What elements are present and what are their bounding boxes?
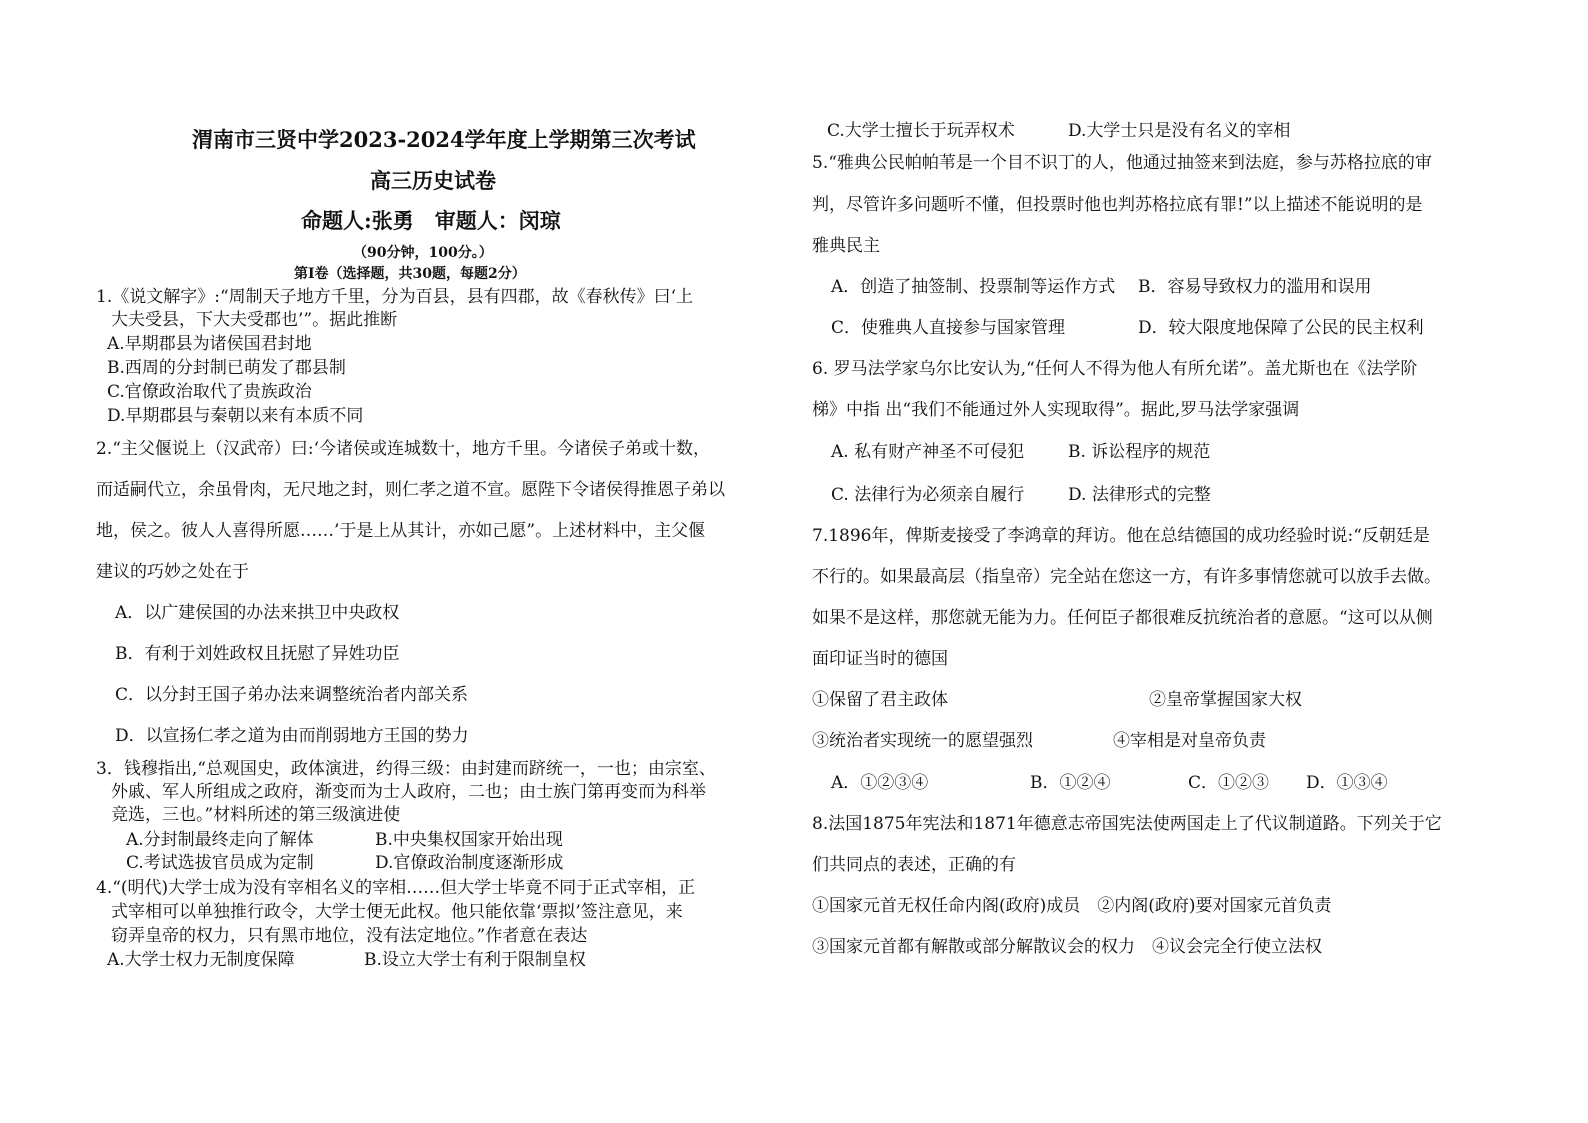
q1-stem-line: 1.《说文解字》:“周制天子地方千里，分为百县，县有四郡，故《春秋传》曰‘上: [96, 287, 694, 307]
section-heading: 第Ⅰ卷（选择题，共30题，每题2分）: [294, 266, 526, 282]
q6-stem-line: 6. 罗马法学家乌尔比安认为,“任何人不得为他人有所允诺”。盖尤斯也在《法学阶: [812, 359, 1418, 379]
authors-line: 命题人:张勇 审题人：闵琼: [301, 208, 561, 233]
q3-stem-line: 3．钱穆指出,“总观国史，政体演进，约得三级：由封建而跻统一，一也；由宗室、: [96, 759, 716, 779]
q1-option-d: D.早期郡县与秦朝以来有本质不同: [107, 406, 364, 426]
q7-stem-line: 如果不是这样，那您就无能为力。任何臣子都很难反抗统治者的意愿。“这可以从侧: [812, 608, 1433, 628]
q1-option-b: B.西周的分封制已萌发了郡县制: [107, 358, 346, 378]
q8-items-3-4: ③国家元首都有解散或部分解散议会的权力 ④议会完全行使立法权: [812, 937, 1322, 957]
q5-option-b: B．容易导致权力的滥用和误用: [1138, 277, 1372, 297]
q2-stem-line: 地，侯之。彼人人喜得所愿……’于是上从其计，亦如己愿”。上述材料中，主父偃: [96, 521, 706, 541]
q1-option-a: A.早期郡县为诸侯国君封地: [107, 334, 312, 354]
q3-option-a: A.分封制最终走向了解体: [126, 830, 314, 850]
q4-stem-line: 式宰相可以单独推行政令，大学士便无此权。他只能依靠‘票拟’签注意见，来: [111, 902, 683, 922]
q2-option-a: A．以广建侯国的办法来拱卫中央政权: [115, 603, 400, 623]
q5-stem-line: 判，尽管许多问题听不懂，但投票时他也判苏格拉底有罪!”以上描述不能说明的是: [812, 195, 1423, 215]
q4-stem-line: 4.“(明代)大学士成为没有宰相名义的宰相……但大学士毕竟不同于正式宰相，正: [96, 878, 696, 898]
q3-stem-line: 竞选，三也。”材料所述的第三级演进使: [111, 805, 401, 825]
q6-stem-line: 梯》中指 出“我们不能通过外人实现取得”。据此,罗马法学家强调: [812, 400, 1300, 420]
q4-option-d: D.大学士只是没有名义的宰相: [1068, 121, 1291, 141]
time-score: （90分钟，100分。）: [353, 245, 493, 261]
q5-option-a: A．创造了抽签制、投票制等运作方式: [831, 277, 1116, 297]
q2-stem-line: 而适嗣代立，余虽骨肉，无尺地之封，则仁孝之道不宣。愿陛下令诸侯得推恩子弟以: [96, 480, 725, 500]
q2-stem-line: 2.“主父偃说上（汉武帝）曰:‘今诸侯或连城数十，地方千里。今诸侯子弟或十数，: [96, 439, 711, 459]
q7-item-4: ④宰相是对皇帝负责: [1113, 731, 1266, 751]
q2-option-b: B．有利于刘姓政权且抚慰了异姓功臣: [115, 644, 400, 664]
q6-option-a: A. 私有财产神圣不可侵犯: [831, 442, 1025, 462]
q5-stem-line: 5.“雅典公民帕帕苇是一个目不识丁的人，他通过抽签来到法庭，参与苏格拉底的审: [812, 153, 1432, 173]
q7-item-1: ①保留了君主政体: [812, 690, 948, 710]
q7-option-a: A．①②③④: [831, 773, 929, 793]
q4-option-a: A.大学士权力无制度保障: [107, 950, 295, 970]
q1-option-c: C.官僚政治取代了贵族政治: [107, 382, 312, 402]
q3-stem-line: 外戚、军人所组成之政府，渐变而为士人政府，二也；由士族门第再变而为科举: [111, 782, 706, 802]
q2-stem-line: 建议的巧妙之处在于: [96, 562, 249, 582]
q7-option-b: B．①②④: [1030, 773, 1111, 793]
q5-option-c: C．使雅典人直接参与国家管理: [831, 318, 1066, 338]
q8-items-1-2: ①国家元首无权任命内阁(政府)成员 ②内阁(政府)要对国家元首负责: [812, 896, 1332, 916]
q5-stem-line: 雅典民主: [812, 236, 880, 256]
q4-option-c: C.大学士擅长于玩弄权术: [827, 121, 1015, 141]
q4-option-b: B.设立大学士有利于限制皇权: [364, 950, 586, 970]
q7-item-2: ②皇帝掌握国家大权: [1149, 690, 1302, 710]
q2-option-d: D．以宣扬仁孝之道为由而削弱地方王国的势力: [115, 726, 469, 746]
q4-stem-line: 窃弄皇帝的权力，只有黑市地位，没有法定地位。”作者意在表达: [111, 926, 588, 946]
q7-option-d: D．①③④: [1306, 773, 1388, 793]
q6-option-c: C. 法律行为必须亲自履行: [831, 485, 1025, 505]
q1-stem-line: 大夫受县，下大夫受郡也’”。据此推断: [111, 310, 398, 330]
q7-stem-line: 不行的。如果最高层（指皇帝）完全站在您这一方，有许多事情您就可以放手去做。: [812, 567, 1441, 587]
exam-subtitle: 高三历史试卷: [370, 168, 496, 193]
q7-stem-line: 7.1896年，俾斯麦接受了李鸿章的拜访。他在总结德国的成功经验时说:“反朝廷是: [812, 526, 1430, 546]
q3-option-d: D.官僚政治制度逐渐形成: [375, 853, 564, 873]
q8-stem-line: 8.法国1875年宪法和1871年德意志帝国宪法使两国走上了代议制道路。下列关于它: [812, 814, 1442, 834]
q3-option-b: B.中央集权国家开始出现: [375, 830, 563, 850]
q7-stem-line: 面印证当时的德国: [812, 649, 948, 669]
q3-option-c: C.考试选拔官员成为定制: [126, 853, 314, 873]
q8-stem-line: 们共同点的表述，正确的有: [812, 855, 1016, 875]
q7-option-c: C．①②③: [1188, 773, 1270, 793]
q2-option-c: C．以分封王国子弟办法来调整统治者内部关系: [115, 685, 469, 705]
q5-option-d: D．较大限度地保障了公民的民主权利: [1138, 318, 1424, 338]
q7-item-3: ③统治者实现统一的愿望强烈: [812, 731, 1033, 751]
q6-option-b: B. 诉讼程序的规范: [1068, 442, 1211, 462]
q6-option-d: D. 法律形式的完整: [1068, 485, 1211, 505]
exam-title: 渭南市三贤中学2023-2024学年度上学期第三次考试: [192, 127, 696, 152]
